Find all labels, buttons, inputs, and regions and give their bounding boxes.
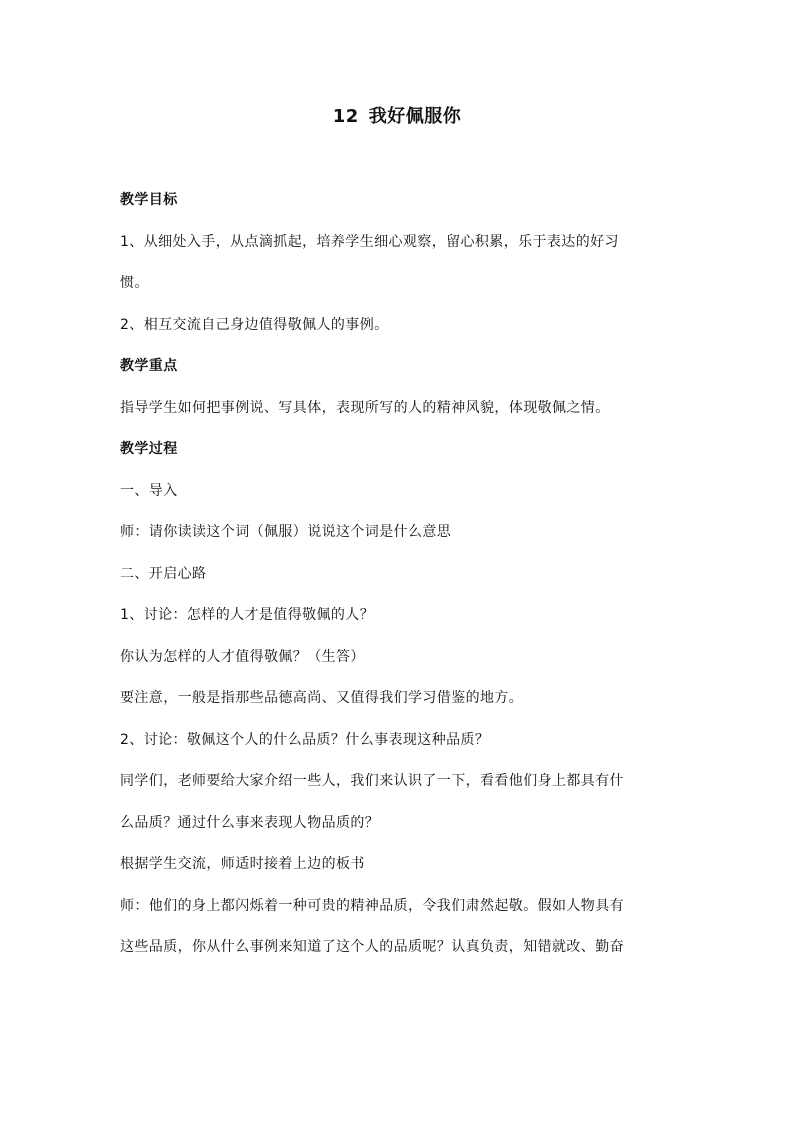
paragraph-line: 么品质？通过什么事来表现人物品质的？ — [120, 814, 380, 831]
paragraph-line: 你认为怎样的人才值得敬佩？（生答） — [120, 648, 365, 665]
title-text: 我好佩服你 — [368, 106, 462, 127]
paragraph-line: 2、讨论：敬佩这个人的什么品质？什么事表现这种品质？ — [120, 731, 490, 748]
paragraph-line: 师：他们的身上都闪烁着一种可贵的精神品质，令我们肃然起敬。假如人物具有 — [120, 897, 624, 914]
section-heading-process: 教学过程 — [120, 441, 178, 457]
paragraph-line: 二、开启心路 — [120, 565, 207, 582]
paragraph-line: 要注意，一般是指那些品德高尚、又值得我们学习借鉴的地方。 — [120, 690, 524, 706]
section-heading-objectives: 教学目标 — [120, 192, 178, 208]
paragraph-line: 惯。 — [120, 275, 149, 291]
paragraph-line: 一、导入 — [120, 482, 178, 499]
paragraph-line: 根据学生交流，师适时接着上边的板书 — [120, 856, 365, 872]
document-title — [0, 104, 794, 130]
paragraph-line: 1、从细处入手，从点滴抓起，培养学生细心观察，留心积累，乐于表达的好习 — [120, 233, 619, 250]
paragraph-line: 同学们，老师要给大家介绍一些人，我们来认识了一下，看看他们身上都具有什 — [120, 773, 624, 789]
paragraph-line: 1、讨论：怎样的人才是值得敬佩的人？ — [120, 607, 375, 623]
paragraph-line: 师：请你读读这个词（佩服）说说这个词是什么意思 — [120, 524, 452, 540]
paragraph-line: 这些品质，你从什么事例来知道了这个人的品质呢？认真负责，知错就改、勤奋 — [120, 939, 624, 955]
title-number: 12 — [332, 106, 359, 127]
paragraph-line: 2、相互交流自己身边值得敬佩人的事例。 — [120, 316, 389, 333]
section-heading-key-points: 教学重点 — [120, 358, 178, 374]
document-body — [120, 188, 680, 977]
paragraph-line: 指导学生如何把事例说、写具体，表现所写的人的精神风貌，体现敬佩之情。 — [120, 399, 610, 416]
